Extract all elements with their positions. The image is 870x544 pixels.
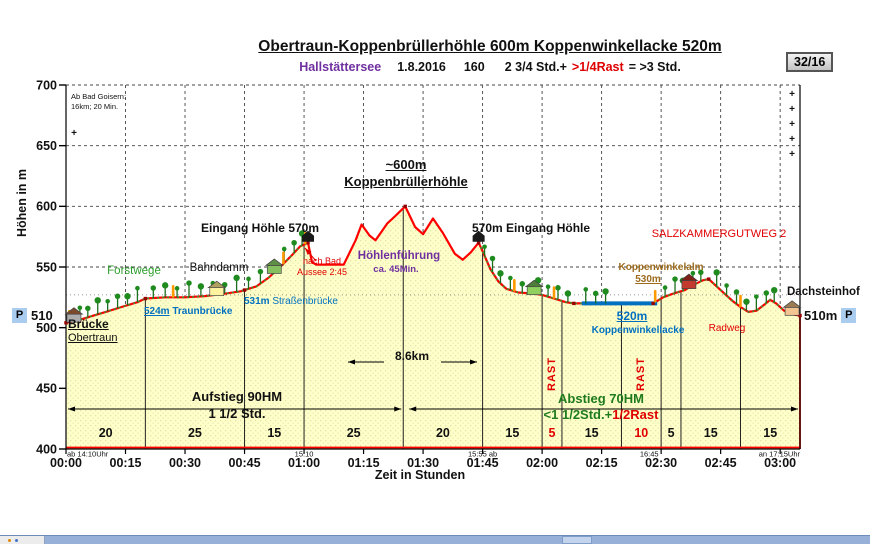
tree-icon	[115, 294, 121, 300]
page-number-badge: 32/16	[786, 52, 833, 72]
y-tick-label: 600	[36, 199, 57, 214]
plus-mark: +	[789, 149, 795, 160]
scrollbar-thumb[interactable]	[562, 536, 592, 544]
subtitle-time-post: = >3 Std.	[628, 60, 681, 74]
tree-icon	[734, 289, 740, 295]
x-tick-label: 00:00	[50, 456, 82, 470]
label-abstieg: Abstieg 70HM	[558, 391, 644, 406]
tree-icon	[85, 306, 91, 312]
x-tick-label: 01:30	[407, 456, 440, 470]
x-small-time-note: 15:10	[294, 449, 314, 459]
tree-icon	[95, 297, 101, 303]
label-strassenbruecke	[244, 296, 338, 307]
plus-mark: +	[789, 104, 795, 115]
label-koppenwinkelalm-elevation: 530m	[635, 274, 661, 285]
subtitle-lake: Hallstättersee	[299, 60, 382, 74]
strassenbruecke-name: Straßenbrücke	[272, 296, 338, 307]
parking-left	[12, 308, 53, 323]
abstieg-dauer-red: 1/2Rast	[612, 407, 659, 422]
segment-minutes: 20	[98, 426, 113, 440]
traunbruecke-elevation: 524m	[144, 306, 170, 317]
tree-icon	[508, 276, 513, 281]
parking-icon-left: P	[12, 308, 27, 323]
tree-icon	[555, 285, 561, 291]
x-tick-label: 03:00	[764, 456, 797, 470]
segment-minutes: 15	[763, 426, 778, 440]
x-tick-label: 01:00	[288, 456, 321, 470]
label-radweg: Radweg	[708, 323, 746, 334]
tree-icon	[490, 256, 496, 262]
tree-icon	[593, 291, 599, 297]
segment-minutes: 15	[584, 426, 599, 440]
subtitle-number: 160	[463, 60, 485, 74]
label-rast-1: RAST	[546, 357, 558, 391]
x-tick-label: 02:00	[526, 456, 559, 470]
label-lacke-elevation: 520m	[616, 309, 648, 323]
tree-icon	[724, 283, 729, 288]
x-axis-title: Zeit in Stunden	[374, 468, 466, 482]
tree-icon	[246, 277, 251, 282]
y-tick-label: 650	[36, 138, 57, 153]
subtitle-date: 1.8.2016	[397, 60, 446, 74]
tree-icon	[124, 293, 130, 299]
parking-left-elevation: 510	[31, 308, 53, 323]
note-ab-goisern-line2: 16km; 20 Min.	[71, 102, 119, 111]
sheet-tabs-corner[interactable]	[0, 536, 45, 544]
tree-icon	[546, 284, 551, 289]
label-bruecke: Brücke	[68, 317, 109, 331]
tree-icon	[151, 285, 157, 291]
plus-mark: +	[789, 89, 795, 100]
label-aufstieg-dauer: 1 1/2 Std.	[208, 406, 266, 421]
label-peak-elevation: ~600m	[385, 157, 427, 172]
y-tick-label: 550	[36, 260, 57, 275]
note-nach-bad-aussee-line1: nach Bad	[302, 256, 342, 266]
tree-icon	[771, 287, 777, 293]
label-aufstieg: Aufstieg 90HM	[191, 389, 283, 404]
tree-icon	[497, 270, 503, 276]
parking-right	[804, 308, 856, 323]
tree-icon	[754, 294, 759, 299]
route-marker-dot	[572, 302, 575, 305]
x-small-time-note: ab 14:10Uhr	[67, 449, 109, 459]
subtitle-time-pre: 2 3/4 Std.+	[504, 60, 567, 74]
horizontal-scrollbar[interactable]	[0, 535, 870, 544]
label-koppenwinkelalm: Koppenwinkelalm	[618, 262, 704, 273]
label-koppenwinkellacke: Koppenwinkellacke	[591, 325, 685, 336]
plus-mark: +	[789, 134, 795, 145]
tree-icon	[743, 298, 749, 304]
y-tick-label: 700	[36, 78, 57, 93]
abstieg-dauer-green: <1 1/2Std.+	[543, 407, 613, 422]
y-tick-label: 500	[36, 320, 57, 335]
label-obertraun: Obertraun	[68, 332, 118, 344]
route-marker-dot	[243, 288, 246, 291]
label-peak-name: Koppenbrüllerhöhle	[344, 174, 468, 189]
hut-icon	[527, 287, 541, 295]
tree-icon	[105, 299, 110, 304]
x-tick-label: 02:45	[704, 456, 737, 470]
note-nach-bad-aussee-line2: Aussee 2:45	[296, 267, 348, 277]
subtitle-rast: >1/4Rast	[571, 60, 624, 74]
segment-minutes: 15	[267, 426, 282, 440]
segment-minutes-rast: 10	[634, 426, 649, 440]
tree-icon	[135, 286, 140, 291]
label-eingang-hoehle-west: Eingang Höhle 570m	[200, 221, 320, 235]
label-forstwege: Forstwege	[107, 265, 161, 277]
route-marker-dot	[144, 297, 147, 300]
tree-icon	[198, 283, 204, 289]
tree-icon	[233, 275, 239, 281]
label-abstieg-dauer	[496, 407, 706, 422]
segment-minutes: 25	[346, 426, 361, 440]
plus-mark: +	[789, 119, 795, 130]
x-tick-label: 00:15	[109, 456, 142, 470]
label-hoehlenfuehrung-dauer: ca. 45Min.	[373, 264, 419, 275]
tree-icon	[520, 281, 526, 287]
segment-minutes: 20	[435, 426, 450, 440]
hut-roof-icon	[784, 301, 801, 308]
sheet-dot-blue	[15, 539, 18, 542]
tree-icon	[186, 280, 192, 286]
hut-icon	[785, 307, 799, 315]
y-axis-title: Höhen in m	[15, 168, 29, 238]
tree-icon	[282, 247, 287, 252]
x-tick-label: 00:30	[169, 456, 202, 470]
label-eingang-hoehle-ost: 570m Eingang Höhle	[472, 221, 591, 235]
y-tick-label: 450	[36, 381, 57, 396]
tree-icon	[291, 240, 297, 246]
y-tick-label: 400	[36, 442, 57, 457]
x-small-time-note: 16:45	[639, 449, 659, 459]
note-ab-goisern-line1: Ab Bad Goisern:	[71, 92, 127, 101]
segment-minutes-rast: 5	[548, 426, 556, 440]
tree-icon	[602, 288, 608, 294]
segment-minutes: 15	[505, 426, 520, 440]
tree-icon	[175, 286, 180, 291]
x-tick-label: 02:30	[645, 456, 678, 470]
label-hoehlenfuehrung: Höhlenführung	[357, 250, 441, 262]
tree-icon	[565, 290, 571, 296]
tree-icon	[663, 285, 668, 290]
tree-icon	[162, 282, 168, 288]
segment-minutes: 15	[703, 426, 718, 440]
hut-icon	[210, 288, 224, 296]
segment-minutes: 25	[187, 426, 202, 440]
label-dachsteinhof: Dachsteinhof	[787, 286, 860, 298]
label-rast-2: RAST	[635, 357, 647, 391]
x-small-time-note: 15:55 ab	[467, 449, 498, 459]
tree-icon	[764, 290, 770, 296]
plus-mark: +	[71, 128, 77, 139]
route-marker-dot	[404, 205, 407, 208]
x-small-time-note: an 17:15Uhr	[758, 449, 800, 459]
parking-icon-right: P	[841, 308, 856, 323]
x-tick-label: 00:45	[228, 456, 261, 470]
x-tick-label: 01:45	[466, 456, 499, 470]
hut-icon	[267, 265, 281, 273]
x-tick-label: 02:15	[585, 456, 618, 470]
traunbruecke-name: Traunbrücke	[172, 306, 233, 317]
tree-icon	[482, 244, 487, 249]
parking-right-elevation: 510m	[804, 308, 838, 323]
segment-minutes: 5	[667, 426, 675, 440]
label-distance: 8.6km	[394, 349, 430, 363]
sheet-dot-orange	[8, 539, 11, 542]
tree-icon	[583, 287, 588, 292]
chart-subtitle	[170, 60, 810, 74]
tree-icon	[78, 305, 83, 310]
x-tick-label: 01:15	[347, 456, 380, 470]
label-salzkammergutweg: SALZKAMMERGUTWEG 2	[651, 228, 787, 240]
label-traunbruecke	[144, 306, 232, 317]
hut-roof-icon	[266, 259, 283, 266]
strassenbruecke-elevation: 531m	[244, 296, 270, 307]
label-bahndamm: Bahndamm	[189, 262, 249, 274]
chart-title: Obertraun-Koppenbrüllerhöhle 600m Koppenwinkellacke 520m	[258, 38, 722, 55]
